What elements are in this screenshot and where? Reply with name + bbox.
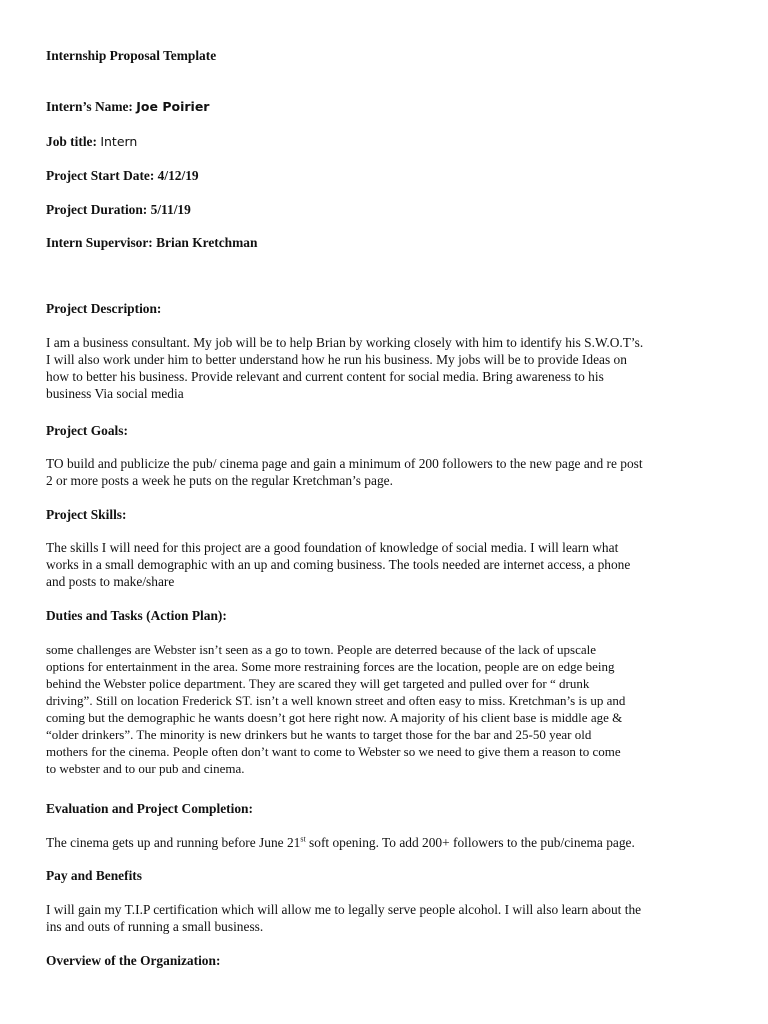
goals-line: TO build and publicize the pub/ cinema page and gain a minimum of 200 followers to the new page and re post bbox=[46, 456, 643, 471]
duties-body bbox=[46, 641, 728, 777]
evaluation-body bbox=[46, 834, 728, 851]
duties-line: coming but the demographic he wants doesn’t got here right now. A majority of his client base is middle age & bbox=[46, 710, 623, 725]
pay-line: I will gain my T.I.P certification which will allow me to legally serve people alcohol. I will also learn about the bbox=[46, 902, 642, 917]
duties-line: behind the Webster police department. They are scared they will get targeted and pulled over for “ drunk bbox=[46, 676, 590, 691]
description-line: I will also work under him to better understand how he run his business. My jobs will be to provide Ideas on bbox=[46, 352, 627, 367]
duties-line: driving”. Still on location Frederick ST. isn’t a well known street and often easy to miss. Kretchman’s is up and bbox=[46, 693, 626, 708]
duration-value: 5/11/19 bbox=[150, 202, 191, 217]
goals-heading: Project Goals: bbox=[46, 423, 128, 438]
duration-label: Project Duration: bbox=[46, 202, 148, 217]
intern-name-label: Intern’s Name: bbox=[46, 99, 133, 114]
job-title-field bbox=[46, 133, 728, 150]
supervisor-value: Brian Kretchman bbox=[156, 235, 258, 250]
skills-body bbox=[46, 539, 728, 590]
evaluation-text-continued: soft opening. To add 200+ followers to the pub/cinema page. bbox=[305, 835, 635, 850]
job-title-value: Intern bbox=[100, 134, 138, 149]
skills-line: and posts to make/share bbox=[46, 574, 175, 589]
supervisor-field bbox=[46, 234, 728, 251]
duties-line: some challenges are Webster isn’t seen as a go to town. People are deterred because of the lack of upscale bbox=[46, 642, 597, 657]
pay-heading: Pay and Benefits bbox=[46, 868, 142, 883]
description-line: business Via social media bbox=[46, 386, 184, 401]
start-date-label: Project Start Date: bbox=[46, 168, 155, 183]
description-heading: Project Description: bbox=[46, 301, 162, 316]
intern-name-value: Joe Poirier bbox=[136, 99, 210, 114]
duties-line: options for entertainment in the area. Some more restraining forces are the location, people are on edge being bbox=[46, 659, 615, 674]
pay-line: ins and outs of running a small business. bbox=[46, 919, 264, 934]
intern-name-field bbox=[46, 98, 728, 115]
evaluation-heading: Evaluation and Project Completion: bbox=[46, 801, 253, 816]
duration-field bbox=[46, 201, 728, 218]
start-date-field bbox=[46, 167, 728, 184]
goals-line: 2 or more posts a week he puts on the regular Kretchman’s page. bbox=[46, 473, 393, 488]
goals-body bbox=[46, 455, 728, 489]
start-date-value: 4/12/19 bbox=[157, 168, 199, 183]
description-line: how to better his business. Provide relevant and current content for social media. Bring awareness to his bbox=[46, 369, 604, 384]
duties-line: “older drinkers”. The minority is new drinkers but he wants to target those for the bar and 25-50 year old bbox=[46, 727, 592, 742]
job-title-label: Job title: bbox=[46, 134, 97, 149]
skills-heading: Project Skills: bbox=[46, 507, 127, 522]
ordinal-suffix: st bbox=[300, 834, 306, 844]
skills-line: The skills I will need for this project are a good foundation of knowledge of social media. I will learn what bbox=[46, 540, 619, 555]
description-body bbox=[46, 334, 728, 402]
skills-line: works in a small demographic with an up and coming business. The tools needed are internet access, a phone bbox=[46, 557, 631, 572]
duties-line: mothers for the cinema. People often don’t want to come to Webster so we need to give them a reason to come bbox=[46, 744, 621, 759]
overview-heading: Overview of the Organization: bbox=[46, 953, 221, 968]
pay-body bbox=[46, 901, 728, 935]
evaluation-text: The cinema gets up and running before June 21 bbox=[46, 835, 301, 850]
duties-line: to webster and to our pub and cinema. bbox=[46, 761, 245, 776]
duties-heading: Duties and Tasks (Action Plan): bbox=[46, 608, 227, 623]
document-title: Internship Proposal Template bbox=[46, 48, 217, 63]
description-line: I am a business consultant. My job will be to help Brian by working closely with him to identify his S.W.O.T’s. bbox=[46, 335, 644, 350]
supervisor-label: Intern Supervisor: bbox=[46, 235, 153, 250]
